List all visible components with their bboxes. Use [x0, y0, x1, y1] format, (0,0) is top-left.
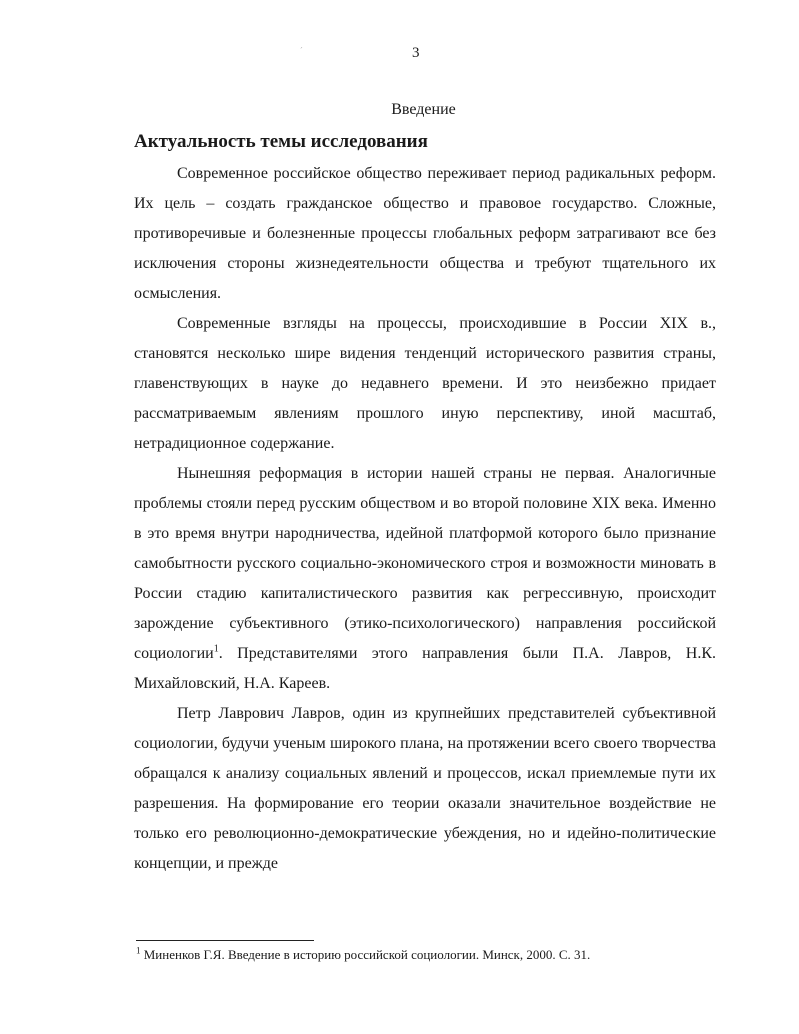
footnote-marker: 1	[136, 945, 141, 956]
paragraph-2: Современные взгляды на процессы, происходившие в России XIX в., становятся несколько шире видения тенденций исторического развития страны, главенствующих в науке до недавнего времени. И это неизбежно придает рассматриваемым явлениям прошлого иную перспективу, иной масштаб, нетрадиционное содержание.	[134, 315, 716, 452]
section-title	[0, 100, 799, 120]
paragraph-3-text-before: Нынешняя реформация в истории нашей страны не первая. Аналогичные проблемы стояли перед русским обществом и во второй половине XIX века. Именно в это время внутри народничества, идейной платформой которого было признание самобытности русского социально-экономического строя и возможности миновать в России стадию капиталистического развития как регрессивную, происходит зарождение субъективного (этико-психологического) направления российской социологии	[134, 465, 716, 662]
footnote-text: Миненков Г.Я. Введение в историю российской социологии. Минск, 2000. С. 31.	[143, 947, 591, 962]
section-title-text: Введение	[391, 101, 456, 118]
footnote-divider	[136, 940, 314, 941]
paragraph-3	[134, 459, 716, 699]
paragraph-3-text-after: . Представителями этого направления были П.А. Лавров, Н.К. Михайловский, Н.А. Кареев.	[134, 645, 716, 692]
footnote-reference[interactable]: 1	[213, 643, 219, 655]
page-number: 3	[412, 45, 420, 61]
scan-mark: ´	[300, 46, 303, 55]
paragraph-1: Современное российское общество переживает период радикальных реформ. Их цель – создать гражданское общество и правовое государство. Сложные, противоречивые и болезненные процессы глобальных реформ затрагивают все без исключения стороны жизнедеятельности общества и требуют тщательного их осмысления.	[134, 165, 716, 302]
paragraph-4: Петр Лаврович Лавров, один из крупнейших представителей субъективной социологии, будучи ученым широкого плана, на протяжении всего своего творчества обращался к анализу социальных явлений и процессов, искал приемлемые пути их разрешения. На формирование его теории оказали значительное воздействие не только его революционно-демократические убеждения, но и идейно-политические концепции, и прежде	[134, 705, 716, 872]
footnote	[136, 947, 590, 963]
section-heading: Актуальность темы исследования	[134, 131, 428, 152]
body-text	[134, 159, 716, 879]
